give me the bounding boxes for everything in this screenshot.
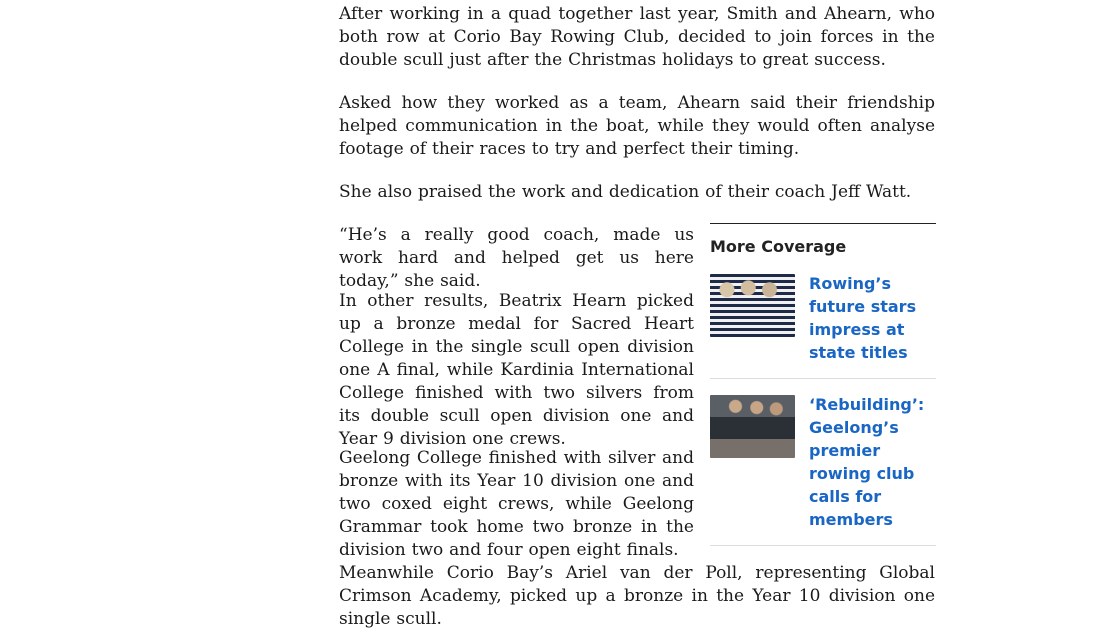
article-quote: “He’s a really good coach, made us work hard and helped get us here today,” she said. [339,225,694,291]
related-story[interactable] [710,379,936,546]
article-paragraph: She also praised the work and dedication of their coach Jeff Watt. [339,182,912,202]
article-paragraph: Meanwhile Corio Bay’s Ariel van der Poll, representing Global Crimson Academy, picked up a bronze in the Year 10 division one single scull. [339,563,935,629]
story-thumbnail[interactable] [710,395,795,458]
story-link[interactable]: Rowing’s future stars impress at state titles [809,274,917,362]
sidebar-title: More Coverage [710,237,847,256]
story-thumbnail[interactable] [710,274,795,337]
article-paragraph: Geelong College finished with silver and bronze with its Year 10 division one and two coxed eight crews, while Geelong Grammar took home two bronze in the division two and four open eight finals. [339,448,694,560]
article-paragraph: Asked how they worked as a team, Ahearn said their friendship helped communication in the boat, while they would often analyse footage of their races to try and perfect their timing. [339,93,935,159]
related-story[interactable] [710,259,936,379]
article-paragraph: In other results, Beatrix Hearn picked up a bronze medal for Sacred Heart College in the single scull open division one A final, while Kardinia International College finished with two silvers from its double scull open division one and Year 9 division one crews. [339,291,694,449]
article-paragraph: After working in a quad together last year, Smith and Ahearn, who both row at Corio Bay Rowing Club, decided to join forces in the double scull just after the Christmas holidays to great success. [339,4,935,70]
story-link[interactable]: ‘Rebuilding’: Geelong’s premier rowing club calls for members [809,395,925,529]
more-coverage-sidebar [710,223,936,546]
